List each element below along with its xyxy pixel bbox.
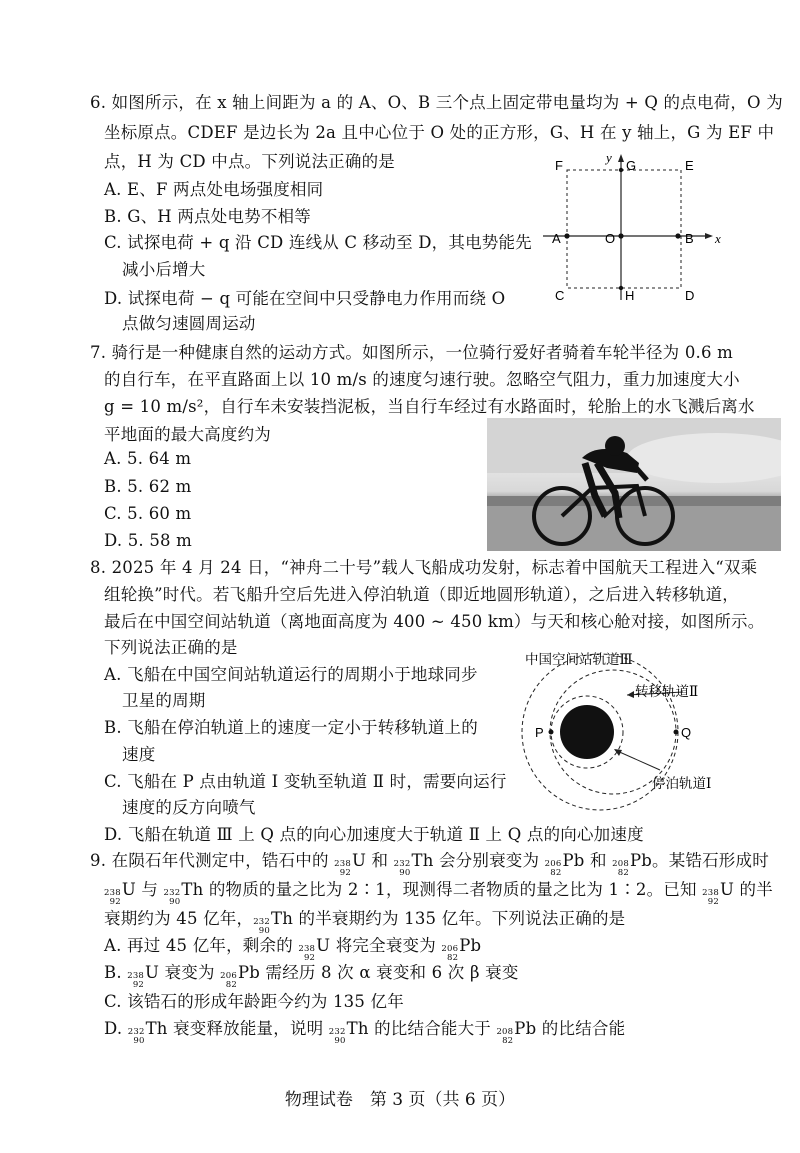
q9-option-c: C. 该锆石的形成年龄距今约为 135 亿年 xyxy=(104,992,404,1011)
q6-option-c-line1: C. 试探电荷 + q 沿 CD 连线从 C 移动至 D，其电势能先 xyxy=(104,233,532,252)
q7-stem-line4: 平地面的最大高度约为 xyxy=(104,425,271,444)
fig-label-A: A xyxy=(552,231,561,246)
pb206-mass: 206 xyxy=(220,971,237,981)
q6-stem-line2: 坐标原点。CDEF 是边长为 2a 且中心位于 O 处的正方形，G、H 在 y 轴上，G 为 EF 中 xyxy=(104,123,775,142)
u-mass: 238 xyxy=(334,859,351,869)
nuclide-pb206 xyxy=(220,972,238,990)
pb208-z: 82 xyxy=(502,1036,514,1046)
q8-option-c-line1: C. 飞船在 P 点由轨道 Ⅰ 变轨至轨道 Ⅱ 时，需要向运行 xyxy=(104,772,507,791)
q6-stem-line3: 点，H 为 CD 中点。下列说法正确的是 xyxy=(104,152,395,171)
q9-b-text-a: B. xyxy=(104,963,128,982)
q9-stem-line2 xyxy=(104,879,773,907)
th-mass: 232 xyxy=(127,1027,145,1037)
q8-stem-line1: 8. 2025 年 4 月 24 日，“神舟二十号”载人飞船成功发射，标志着中国航天工程进入“双乘 xyxy=(90,558,758,577)
q9-stem-line1 xyxy=(90,850,769,878)
th-mass: 232 xyxy=(253,917,271,927)
point-p-label: P xyxy=(535,725,544,740)
fig-label-H: H xyxy=(625,288,635,303)
q9-b-text-b: U 衰变为 xyxy=(145,963,221,982)
q9-d-text-a: D. xyxy=(104,1019,128,1038)
nuclide-u238 xyxy=(298,945,316,963)
orbit-3-label: 中国空间站轨道Ⅲ xyxy=(525,652,633,668)
nuclide-th232 xyxy=(394,860,412,878)
nuclide-th232 xyxy=(253,918,271,936)
th-mass: 232 xyxy=(328,1027,346,1037)
nuclide-u238 xyxy=(334,860,352,878)
q9-a-text-a: A. 再过 45 亿年，剩余的 xyxy=(104,936,299,955)
q9-l1-text-d: Pb 和 xyxy=(562,851,613,870)
nuclide-th232 xyxy=(128,1028,146,1046)
q7-stem-line3: g = 10 m/s²，自行车未安装挡泥板，当自行车经过有水路面时，轮胎上的水飞溅后离水 xyxy=(104,397,755,416)
pb206-mass: 206 xyxy=(544,859,562,869)
th-z: 90 xyxy=(258,926,271,936)
q9-option-a xyxy=(104,935,481,963)
q9-option-b xyxy=(104,962,519,990)
u-mass: 238 xyxy=(127,971,145,981)
th-z: 90 xyxy=(399,868,411,878)
fig-label-x: x xyxy=(715,231,721,246)
q8-option-b-line2: 速度 xyxy=(122,745,156,764)
q9-a-text-b: U 将完全衰变为 xyxy=(316,936,442,955)
u-z: 92 xyxy=(707,897,719,907)
nuclide-u238 xyxy=(104,889,122,907)
q8-option-d: D. 飞船在轨道 Ⅲ 上 Q 点的向心加速度大于轨道 Ⅱ 上 Q 点的向心加速度 xyxy=(104,825,644,844)
u-mass: 238 xyxy=(298,944,316,954)
q8-stem-line2: 组轮换”时代。若飞船升空后先进入停泊轨道（即近地圆形轨道），之后进入转移轨道， xyxy=(104,585,739,604)
q9-d-text-d: Pb 的比结合能 xyxy=(514,1019,626,1038)
cyclist-photo xyxy=(487,418,781,551)
q8-option-c-line2: 速度的反方向喷气 xyxy=(122,798,256,817)
q8-option-a-line1: A. 飞船在中国空间站轨道运行的周期小于地球同步 xyxy=(104,665,478,684)
th-mass: 232 xyxy=(393,859,411,869)
q7-stem-line1: 7. 骑行是一种健康自然的运动方式。如图所示，一位骑行爱好者骑着车轮半径为 0.6 m xyxy=(90,343,733,362)
nuclide-th232 xyxy=(329,1028,347,1046)
q9-b-text-c: Pb 需经历 8 次 α 衰变和 6 次 β 衰变 xyxy=(237,963,519,982)
pb208-z: 82 xyxy=(617,868,629,878)
th-mass: 232 xyxy=(163,888,181,898)
q9-l2-text-c: U 的半 xyxy=(720,880,773,899)
q9-d-text-b: Th 衰变释放能量，说明 xyxy=(145,1019,329,1038)
q8-stem-line4: 下列说法正确的是 xyxy=(104,638,238,657)
fig-label-C: C xyxy=(555,288,565,303)
q6-option-c-line2: 减小后增大 xyxy=(122,260,206,279)
fig-label-G: G xyxy=(626,158,637,173)
pb206-z: 82 xyxy=(446,953,459,963)
pb208-mass: 208 xyxy=(496,1027,514,1037)
page-footer: 物理试卷 第 3 页（共 6 页） xyxy=(284,1090,516,1110)
fig-label-y: y xyxy=(606,150,612,165)
q9-stem-line3 xyxy=(104,908,625,936)
u-z: 92 xyxy=(109,897,121,907)
nuclide-u238 xyxy=(127,972,145,990)
nuclide-u238 xyxy=(702,889,720,907)
q7-option-b: B. 5. 62 m xyxy=(104,477,192,496)
pb206-mass: 206 xyxy=(441,944,459,954)
th-z: 90 xyxy=(334,1036,346,1046)
q8-orbit-figure xyxy=(515,650,755,820)
fig-label-O: O xyxy=(605,231,616,246)
u-z: 92 xyxy=(339,868,351,878)
nuclide-pb206 xyxy=(545,860,563,878)
u-z: 92 xyxy=(132,980,145,990)
q6-option-a: A. E、F 两点处电场强度相同 xyxy=(104,180,324,199)
q9-l2-text-a: U 与 xyxy=(121,880,164,899)
u-z: 92 xyxy=(303,953,316,963)
q9-l3-text-b: Th 的半衰期约为 135 亿年。下列说法正确的是 xyxy=(271,909,626,928)
pb208-mass: 208 xyxy=(612,859,629,869)
q6-option-d-line2: 点做匀速圆周运动 xyxy=(122,314,256,333)
q9-option-d xyxy=(104,1018,625,1046)
u-mass: 238 xyxy=(702,888,719,898)
orbit-2-label: 转移轨道Ⅱ xyxy=(635,684,699,700)
q6-square-figure xyxy=(525,148,730,308)
q9-d-text-c: Th 的比结合能大于 xyxy=(346,1019,497,1038)
q8-option-b-line1: B. 飞船在停泊轨道上的速度一定小于转移轨道上的 xyxy=(104,718,478,737)
point-q-label: Q xyxy=(681,725,692,740)
q7-option-d: D. 5. 58 m xyxy=(104,531,193,550)
q7-option-a: A. 5. 64 m xyxy=(104,449,192,468)
pb206-z: 82 xyxy=(550,868,562,878)
q9-l1-text-e: Pb。某锆石形成时 xyxy=(629,851,769,870)
q9-a-text-c: Pb xyxy=(459,936,482,955)
q9-l1-text-c: Th 会分别衰变为 xyxy=(411,851,545,870)
q6-option-d-line1: D. 试探电荷 − q 可能在空间中只受静电力作用而绕 O xyxy=(104,289,506,308)
th-z: 90 xyxy=(169,897,181,907)
q9-l3-text-a: 衰期约为 45 亿年， xyxy=(104,909,254,928)
q7-stem-line2: 的自行车，在平直路面上以 10 m/s 的速度匀速行驶。忽略空气阻力，重力加速度大小 xyxy=(104,370,740,389)
fig-label-F: F xyxy=(555,158,563,173)
q6-option-b: B. G、H 两点处电势不相等 xyxy=(104,207,311,226)
nuclide-pb206 xyxy=(441,945,459,963)
pb206-z: 82 xyxy=(225,980,237,990)
nuclide-pb208 xyxy=(496,1028,514,1046)
q9-l1-text-a: 9. 在陨石年代测定中，锆石中的 xyxy=(90,851,335,870)
orbit-1-label: 停泊轨道Ⅰ xyxy=(652,776,712,792)
q8-stem-line3: 最后在中国空间站轨道（离地面高度为 400 ~ 450 km）与天和核心舱对接，如图所示。 xyxy=(104,612,765,631)
fig-label-E: E xyxy=(685,158,694,173)
q9-l1-text-b: U 和 xyxy=(351,851,394,870)
q8-option-a-line2: 卫星的周期 xyxy=(122,691,206,710)
q9-l2-text-b: Th 的物质的量之比为 2∶1，现测得二者物质的量之比为 1∶2。已知 xyxy=(181,880,703,899)
fig-label-B: B xyxy=(685,231,694,246)
nuclide-th232 xyxy=(164,889,182,907)
u-mass: 238 xyxy=(104,888,121,898)
nuclide-pb208 xyxy=(612,860,630,878)
q7-option-c: C. 5. 60 m xyxy=(104,504,192,523)
fig-label-D: D xyxy=(685,288,695,303)
q6-stem-line1: 6. 如图所示，在 x 轴上间距为 a 的 A、O、B 三个点上固定带电量均为 + Q 的点电荷，O 为 xyxy=(90,93,783,112)
th-z: 90 xyxy=(133,1036,145,1046)
